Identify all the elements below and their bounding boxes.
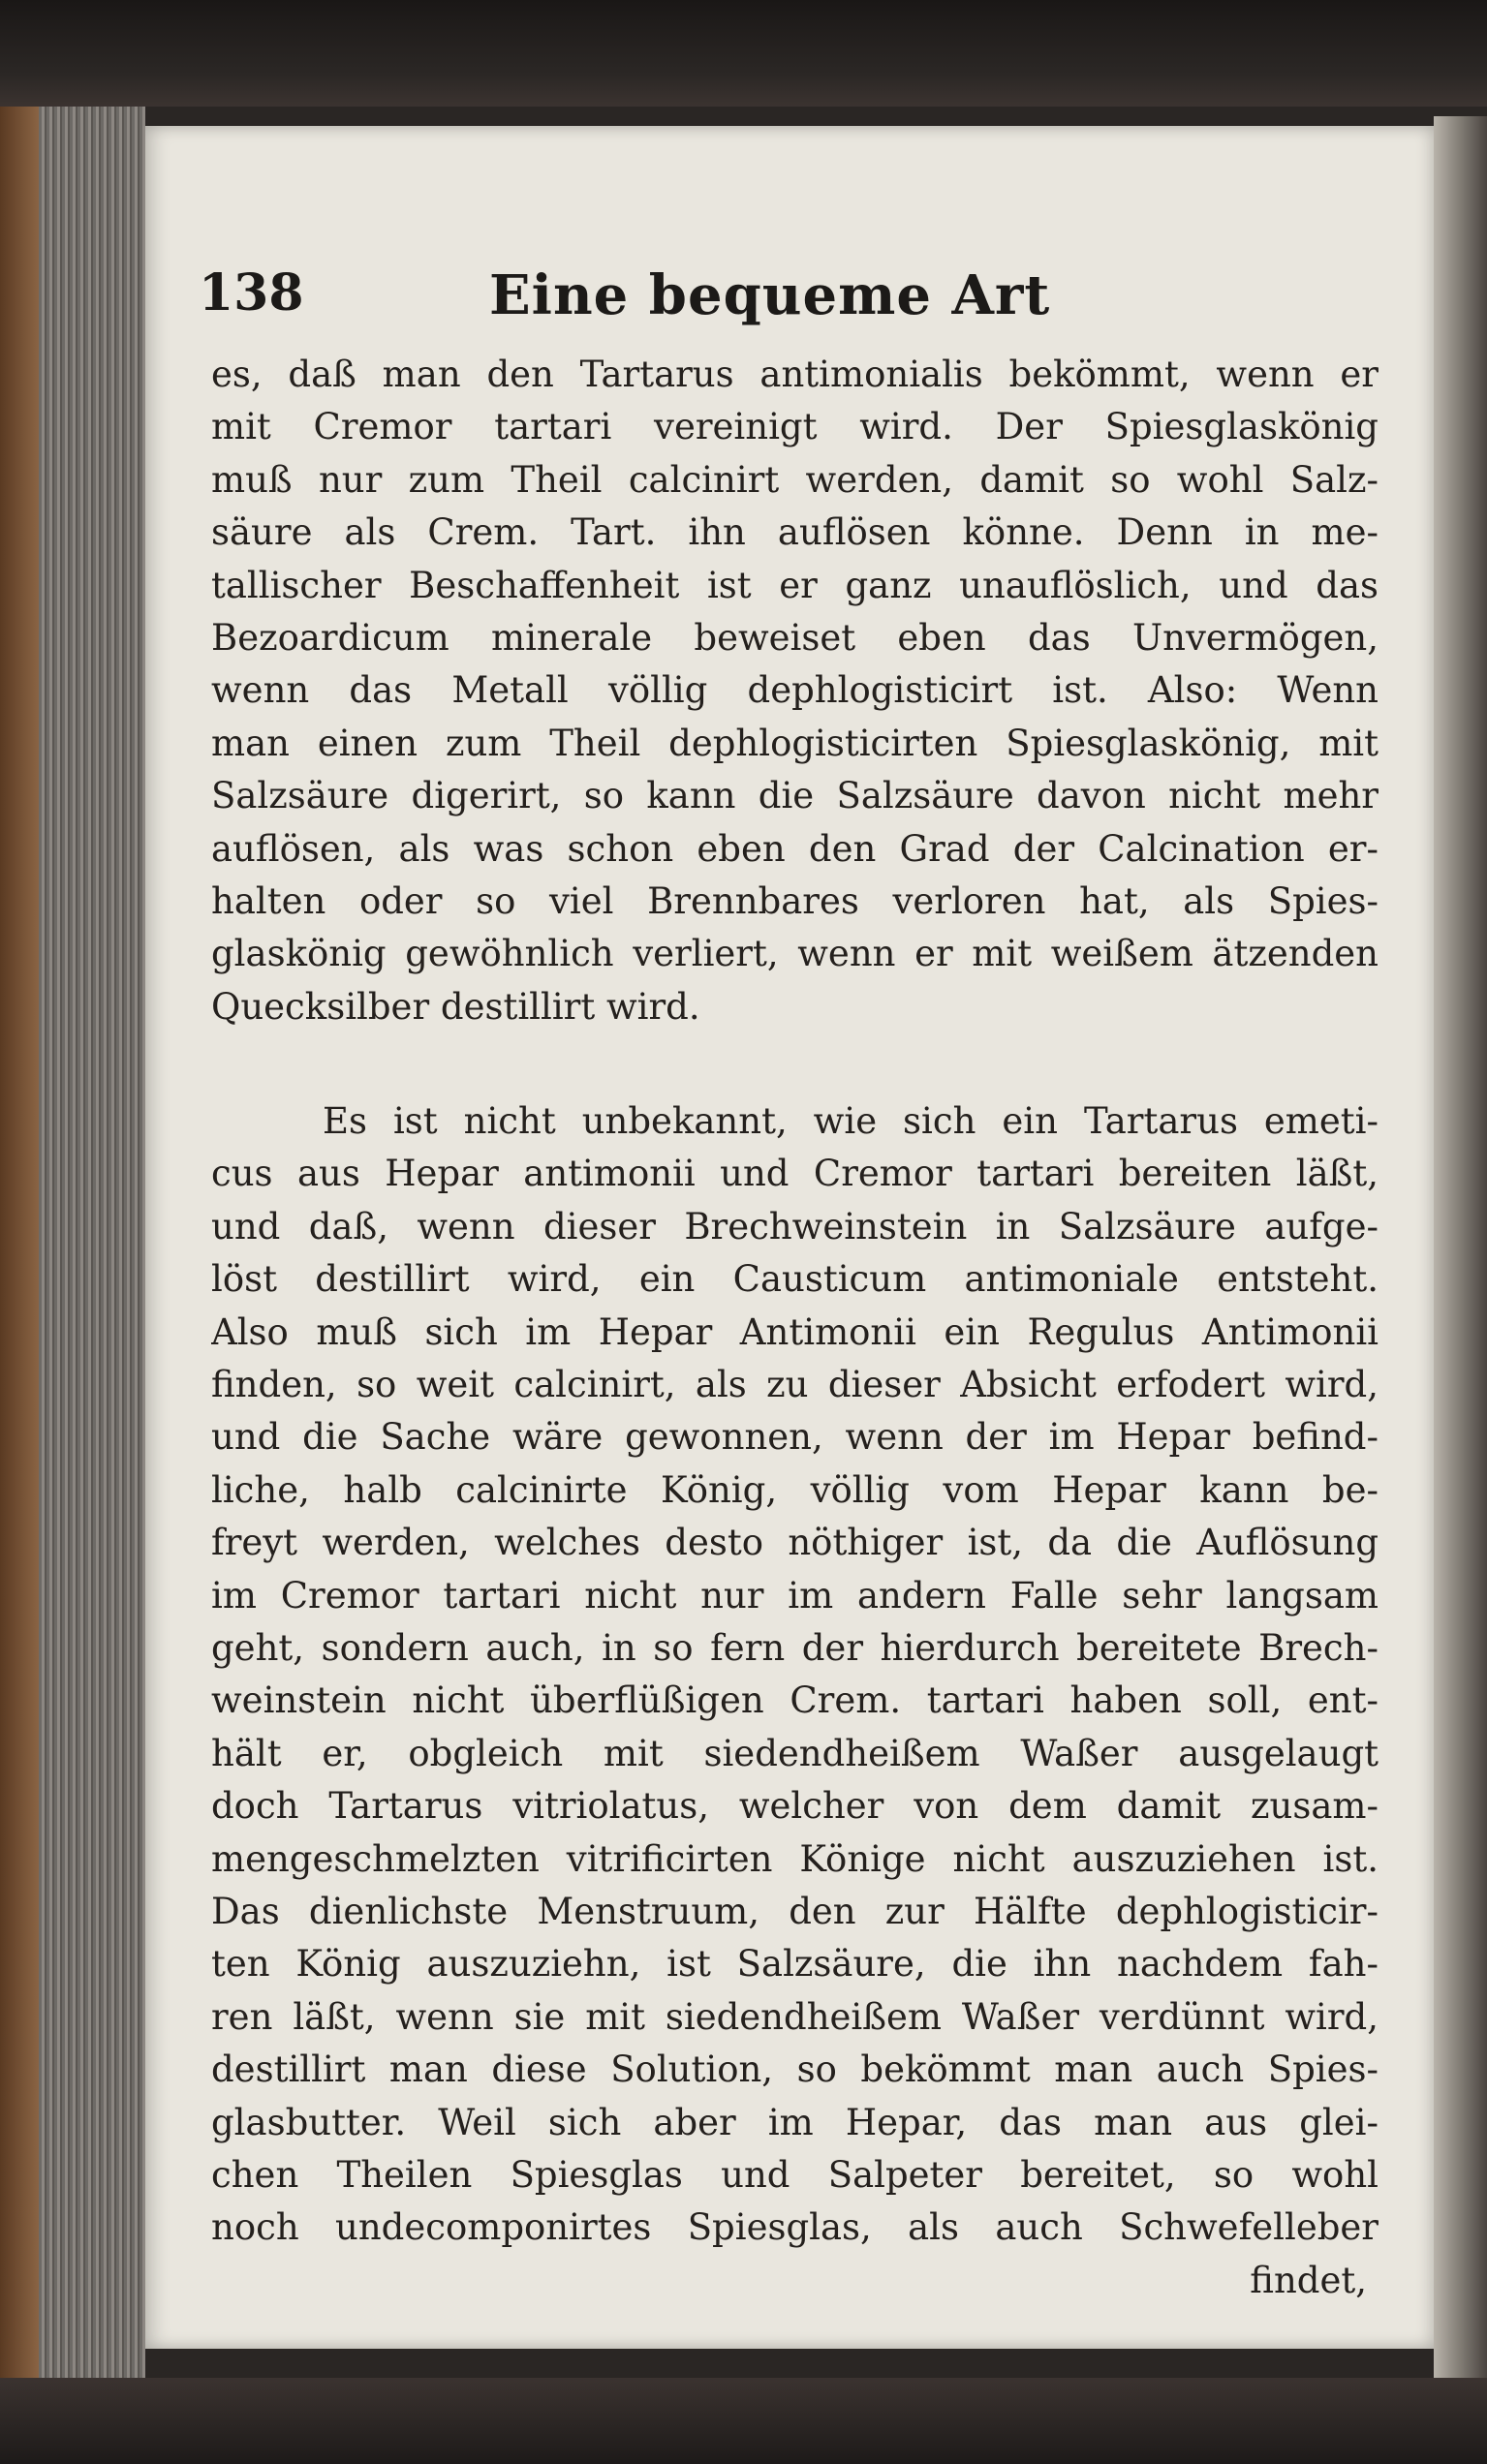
text-line: noch undecomponirtes Spiesglas, als auch Schwefelleber <box>211 2206 1379 2249</box>
text-line: löst destillirt wird, ein Causticum antimoniale entsteht. <box>211 1258 1379 1301</box>
text-line: weinstein nicht überflüßigen Crem. tartari haben soll, ent- <box>211 1679 1379 1722</box>
text-line: mit Cremor tartari vereinigt wird. Der Spiesglaskönig <box>211 406 1379 448</box>
running-head: Eine bequeme Art <box>489 263 1051 327</box>
text-line: glasbutter. Weil sich aber im Hepar, das man aus glei- <box>211 2101 1379 2143</box>
text-line: liche, halb calcinirte König, völlig vom Hepar kann be- <box>211 1468 1379 1511</box>
page-stack-right <box>1434 116 1487 2378</box>
text-line: es, daß man den Tartarus antimonialis bekömmt, wenn er <box>211 354 1379 395</box>
text-line: im Cremor tartari nicht nur im andern Falle sehr langsam <box>211 1574 1379 1617</box>
text-line: wenn das Metall völlig dephlogisticirt ist. Also: Wenn <box>211 669 1379 712</box>
text-line: man einen zum Theil dephlogisticirten Spiesglaskönig, mit <box>211 722 1379 764</box>
text-line: freyt werden, welches desto nöthiger ist, da die Auflösung <box>211 1522 1379 1564</box>
paragraph-gap <box>211 1033 1379 1095</box>
text-line: cus aus Hepar antimonii und Cremor tartari bereiten läßt, <box>211 1153 1379 1195</box>
paragraph-2 <box>211 1095 1379 2255</box>
text-line: Quecksilber destillirt wird. <box>211 985 700 1028</box>
text-line: auflösen, als was schon eben den Grad der Calcination er- <box>211 827 1379 870</box>
text-line: chen Theilen Spiesglas und Salpeter bereitet, so wohl <box>211 2153 1379 2196</box>
page-number: 138 <box>199 263 304 323</box>
book-cover-edge <box>0 107 39 2378</box>
text-line: geht, sondern auch, in so fern der hierdurch bereitete Brech- <box>211 1626 1379 1669</box>
text-line: und die Sache wäre gewonnen, wenn der im Hepar befind- <box>211 1416 1379 1459</box>
text-line: muß nur zum Theil calcinirt werden, damit so wohl Salz- <box>211 458 1379 501</box>
catchword: findet, <box>1250 2259 1367 2301</box>
text-line: säure als Crem. Tart. ihn auflösen könne. Denn in me- <box>211 511 1379 554</box>
scan-background-top <box>0 0 1487 107</box>
text-line: und daß, wenn dieser Brechweinstein in Salzsäure aufge- <box>211 1205 1379 1247</box>
text-line: glaskönig gewöhnlich verliert, wenn er mit weißem ätzenden <box>211 933 1379 975</box>
page-stack-left <box>39 107 145 2378</box>
text-line: tallischer Beschaffenheit ist er ganz unauflöslich, und das <box>211 564 1379 606</box>
text-line: Salzsäure digerirt, so kann die Salzsäure davon nicht mehr <box>211 775 1379 817</box>
text-line: Bezoardicum minerale beweiset eben das Unvermögen, <box>211 616 1379 659</box>
scan-background-bottom <box>0 2378 1487 2464</box>
text-line: halten oder so viel Brennbares verloren hat, als Spies- <box>211 879 1379 922</box>
text-line: ten König auszuziehn, ist Salzsäure, die ihn nachdem fah- <box>211 1943 1379 1986</box>
page-header <box>199 263 1235 331</box>
text-line: mengeschmelzten vitrificirten Könige nicht auszuziehen ist. <box>211 1837 1379 1880</box>
paragraph-1 <box>211 349 1379 1033</box>
text-line: Also muß sich im Hepar Antimonii ein Regulus Antimonii <box>211 1310 1379 1353</box>
text-line: destillirt man diese Solution, so bekömmt man auch Spies- <box>211 2048 1379 2091</box>
body-text <box>211 349 1379 2307</box>
text-line: doch Tartarus vitriolatus, welcher von dem damit zusam- <box>211 1785 1379 1828</box>
text-line: Das dienlichste Menstruum, den zur Hälfte dephlogisticir- <box>211 1890 1379 1932</box>
text-line: ren läßt, wenn sie mit siedendheißem Waßer verdünnt wird, <box>211 1995 1379 2038</box>
text-line: hält er, obgleich mit siedendheißem Waßer ausgelaugt <box>211 1732 1379 1774</box>
text-line: finden, so weit calcinirt, als zu dieser Absicht erfodert wird, <box>211 1364 1379 1406</box>
text-line: Es ist nicht unbekannt, wie sich ein Tartarus emeti- <box>323 1100 1379 1143</box>
